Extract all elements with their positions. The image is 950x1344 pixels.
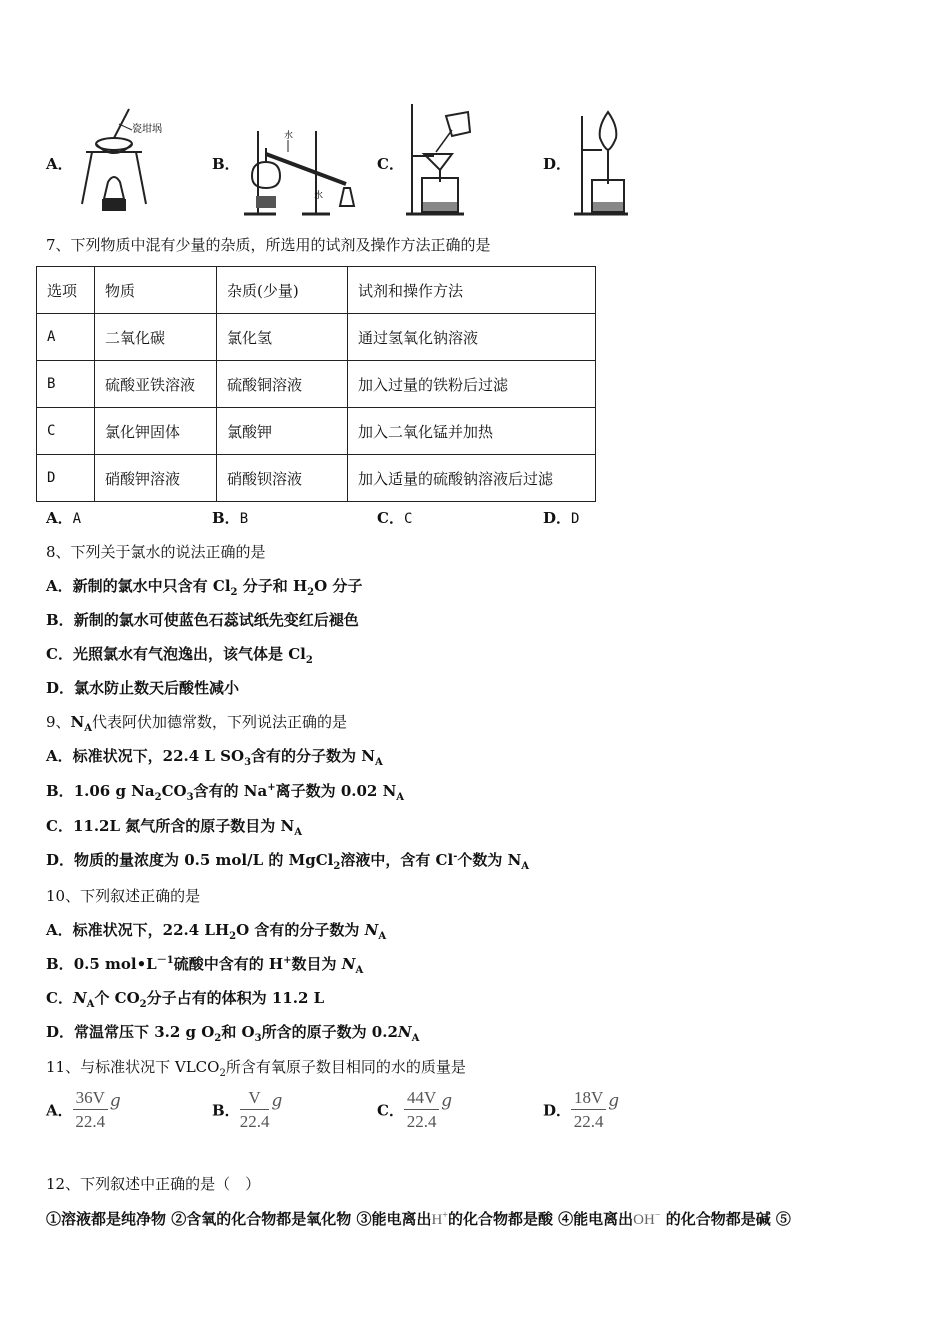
fraction	[571, 1088, 606, 1132]
table-cell: 硫酸亚铁溶液	[95, 361, 217, 408]
q7-answer-a	[46, 507, 81, 528]
q7-answer-d-letter: D．	[543, 509, 572, 527]
q7-answer-a-text: A	[72, 511, 82, 527]
q11-option-c	[377, 1088, 452, 1132]
q7-answer-c-text: C	[403, 511, 413, 527]
q6-b-caption2: 水	[314, 191, 324, 201]
option-text: N	[341, 955, 356, 973]
table-header: 杂质(少量)	[217, 267, 348, 314]
option-text: 新制的氯水可使蓝色石蕊试纸先变红后褪色	[73, 611, 359, 629]
option-text: 硫酸中含有的 H	[173, 955, 284, 973]
table-cell: D	[37, 455, 95, 502]
superscript: －1	[156, 955, 174, 966]
option-text: 溶液中，含有 Cl	[340, 851, 454, 869]
option-text: 个数为 N	[457, 851, 522, 869]
superscript: -	[453, 851, 458, 862]
option-text: 离子数为 0.02 N	[275, 782, 397, 800]
table-cell: A	[37, 314, 95, 361]
option-text: O 含有的分子数为	[236, 921, 365, 939]
option-letter: D．	[46, 1023, 75, 1041]
table-header: 试剂和操作方法	[348, 267, 596, 314]
q7-stem: 7、下列物质中混有少量的杂质，所选用的试剂及操作方法正确的是	[46, 236, 491, 254]
q10-stem: 10、下列叙述正确的是	[46, 887, 201, 905]
subscript: A	[521, 861, 530, 872]
fraction-denominator: 22.4	[75, 1112, 106, 1131]
subscript: 2	[154, 792, 162, 803]
option-text: O	[314, 577, 328, 595]
option-text: 分子和	[237, 577, 293, 595]
option-text: Cl	[288, 645, 306, 663]
q7-answer-d	[543, 507, 579, 528]
fraction-denominator: 22.4	[239, 1112, 270, 1131]
option-text: 分子	[327, 577, 363, 595]
fraction-denominator: 22.4	[573, 1112, 604, 1131]
subscript: A	[355, 965, 364, 976]
table-cell: 硫酸铜溶液	[217, 361, 348, 408]
q9-option-a	[46, 745, 383, 767]
subscript: 2	[214, 1033, 222, 1044]
evaporating-dish-apparatus-image	[74, 104, 174, 216]
stem-text: 代表阿伏加德常数，下列说法正确的是	[92, 713, 348, 731]
q10-option-a	[46, 919, 386, 941]
q9-option-b	[46, 780, 404, 802]
option-text: 含有的分子数为 N	[251, 747, 375, 765]
unit: g	[271, 1091, 283, 1111]
superscript: +	[283, 955, 292, 966]
statement-text: ①溶液都是纯净物 ②含氧的化合物都是氧化物 ③能电离出	[46, 1210, 432, 1228]
option-letter: B．	[212, 1101, 240, 1120]
option-letter: D．	[46, 679, 75, 697]
stem-text: 所含有氧原子数目相同的水的质量是	[225, 1058, 466, 1076]
fraction	[240, 1088, 270, 1132]
q12-statements	[46, 1208, 791, 1231]
q10-option-c	[46, 987, 324, 1009]
option-text: 个 CO	[94, 989, 140, 1007]
subscript: 2	[307, 587, 315, 598]
q7-answer-b	[212, 507, 248, 528]
fraction-denominator: 22.4	[406, 1112, 437, 1131]
option-text: N	[72, 989, 87, 1007]
unit: g	[109, 1091, 121, 1111]
option-text: 新制的氯水中只含有	[72, 577, 213, 595]
option-letter: C．	[46, 989, 73, 1007]
q8-stem: 8、下列关于氯水的说法正确的是	[46, 543, 266, 561]
superscript: +	[267, 782, 276, 793]
table-header: 选项	[37, 267, 95, 314]
q10-option-d	[46, 1021, 419, 1043]
option-text: 氯水防止数天后酸性减小	[74, 679, 240, 697]
subscript: 3	[186, 792, 194, 803]
q10-option-b	[46, 953, 363, 975]
q11-option-b	[212, 1088, 282, 1132]
stem-text: N	[70, 713, 85, 731]
table-cell: 加入过量的铁粉后过滤	[348, 361, 596, 408]
table-cell: 硝酸钡溶液	[217, 455, 348, 502]
table-cell: 硝酸钾溶液	[95, 455, 217, 502]
option-text: 数目为	[291, 955, 342, 973]
fraction	[404, 1088, 439, 1132]
q8-option-a	[46, 575, 362, 597]
table-row	[37, 314, 596, 361]
q6-option-b-label: B．	[212, 155, 240, 173]
q6-option-c-label: C．	[377, 155, 404, 173]
option-letter: D．	[543, 1101, 572, 1120]
subscript: 3	[254, 1033, 262, 1044]
option-text: Cl	[212, 577, 231, 595]
q6-option-a-label: A．	[46, 155, 73, 173]
distillation-apparatus-image	[236, 126, 360, 218]
q11-option-a	[46, 1088, 121, 1132]
fraction-numerator: V	[240, 1088, 270, 1110]
q12-stem: 12、下列叙述中正确的是（ ）	[46, 1175, 261, 1193]
q7-table	[36, 266, 596, 502]
subscript: A	[294, 827, 302, 838]
table-cell: 二氧化碳	[95, 314, 217, 361]
subscript: A	[374, 757, 383, 768]
q8-option-d	[46, 677, 239, 699]
option-text: 分子占有的体积为 11.2 L	[146, 989, 325, 1007]
q6-option-d-label: D．	[543, 155, 572, 173]
unit: g	[441, 1091, 453, 1111]
option-letter: B．	[46, 611, 74, 629]
option-text: 11.2L 氮气所含的原子数目为 N	[72, 817, 295, 835]
q9-option-d	[46, 849, 529, 871]
statement-text: H	[431, 1212, 443, 1228]
option-text: 含有的 Na	[193, 782, 268, 800]
option-text: H	[292, 577, 308, 595]
subscript: 2	[305, 655, 313, 666]
q7-answer-a-letter: A．	[46, 509, 73, 527]
fraction	[73, 1088, 108, 1132]
option-text: 物质的量浓度为 0.5 mol/L 的 MgCl	[74, 851, 334, 869]
option-text: 0.5 mol•L	[73, 955, 157, 973]
option-text: 1.06 g Na	[73, 782, 155, 800]
subscript: A	[84, 723, 93, 734]
q11-option-d	[543, 1088, 619, 1132]
table-cell: B	[37, 361, 95, 408]
table-cell: 氯化氢	[217, 314, 348, 361]
option-letter: A．	[46, 577, 73, 595]
subscript: A	[396, 792, 405, 803]
option-letter: C．	[377, 1101, 404, 1120]
subscript: 2	[230, 587, 238, 598]
subscript: 2	[229, 931, 237, 942]
fraction-numerator: 18V	[571, 1088, 606, 1110]
table-header: 物质	[95, 267, 217, 314]
option-text: 和 O	[221, 1023, 255, 1041]
table-cell: 氯酸钾	[217, 408, 348, 455]
fraction-numerator: 36V	[73, 1088, 108, 1110]
option-letter: A．	[46, 747, 73, 765]
table-cell: 加入二氧化锰并加热	[348, 408, 596, 455]
separatory-funnel-apparatus-image	[570, 104, 640, 218]
q11-stem	[46, 1056, 466, 1078]
statement-text: 的化合物都是碱 ⑤	[660, 1210, 791, 1228]
stem-text: 9、	[46, 713, 71, 731]
subscript: A	[411, 1033, 420, 1044]
q7-answer-c-letter: C．	[377, 509, 404, 527]
q7-answer-d-text: D	[571, 511, 580, 527]
option-letter: C．	[46, 817, 73, 835]
option-text: 常温常压下 3.2 g O	[74, 1023, 215, 1041]
option-text: 光照氯水有气泡逸出，该气体是	[72, 645, 289, 663]
superscript: −	[654, 1210, 661, 1221]
table-cell: 氯化钾固体	[95, 408, 217, 455]
q8-option-b	[46, 609, 359, 631]
option-letter: A．	[46, 1101, 73, 1120]
subscript: 3	[244, 757, 252, 768]
option-text: N	[397, 1023, 412, 1041]
option-letter: B．	[46, 955, 74, 973]
subscript: 2	[139, 999, 147, 1010]
table-cell: 加入适量的硫酸钠溶液后过滤	[348, 455, 596, 502]
option-letter: B．	[46, 782, 74, 800]
option-text: CO	[161, 782, 187, 800]
option-text: N	[364, 921, 379, 939]
subscript: 2	[219, 1068, 226, 1079]
q7-answer-b-text: B	[239, 511, 249, 527]
table-header-row	[37, 267, 596, 314]
table-cell: 通过氢氧化钠溶液	[348, 314, 596, 361]
statement-text: 的化合物都是酸 ④能电离出	[447, 1210, 634, 1228]
unit: g	[608, 1091, 620, 1111]
table-cell: C	[37, 408, 95, 455]
filtration-apparatus-image	[402, 102, 482, 218]
q6-b-caption: 水	[284, 131, 294, 141]
q9-stem	[46, 711, 347, 733]
table-row	[37, 408, 596, 455]
table-row	[37, 455, 596, 502]
option-text: 所含的原子数为 0.2	[261, 1023, 398, 1041]
q7-answer-b-letter: B．	[212, 509, 240, 527]
option-text: 标准状况下，22.4 LH	[72, 921, 230, 939]
option-text: 标准状况下，22.4 L SO	[72, 747, 245, 765]
subscript: A	[378, 931, 387, 942]
statement-text: OH	[633, 1212, 655, 1228]
stem-text: 11、与标准状况下 VLCO	[46, 1058, 220, 1076]
q7-answer-c	[377, 507, 412, 528]
option-letter: C．	[46, 645, 73, 663]
table-row	[37, 361, 596, 408]
q8-option-c	[46, 643, 313, 665]
fraction-numerator: 44V	[404, 1088, 439, 1110]
q6-a-caption: 瓷坩埚	[132, 124, 162, 135]
superscript: +	[442, 1210, 448, 1221]
q9-option-c	[46, 815, 302, 837]
subscript: A	[86, 999, 95, 1010]
option-letter: A．	[46, 921, 73, 939]
subscript: 2	[333, 861, 341, 872]
option-letter: D．	[46, 851, 75, 869]
